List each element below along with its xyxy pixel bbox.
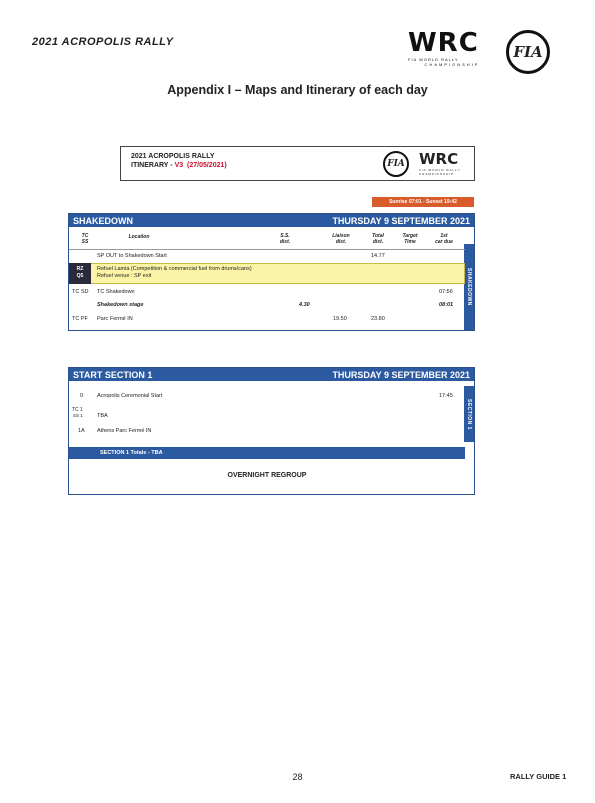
- row-total: 14.77: [371, 253, 385, 259]
- section-1-side-bar: [464, 386, 474, 442]
- col-liaison-dist: Liaison dist.: [332, 233, 350, 245]
- refuel-line-2: Refuel venue : SP exit: [97, 273, 152, 279]
- shakedown-side-bar: [464, 244, 474, 330]
- wrc-logo: [408, 30, 496, 74]
- row-tc: 0: [80, 393, 84, 399]
- itinerary-wrc-logo: WRC: [419, 150, 459, 168]
- row-location: TBA: [97, 413, 108, 419]
- refuel-line-1: Refuel Lamia (Competition & commercial fuel from drums/cans): [97, 266, 252, 272]
- col-target-time: Target Time: [402, 233, 418, 245]
- shakedown-side-label: SHAKEDOWN: [466, 268, 472, 306]
- refuel-zone-badge: RZ Q5: [69, 263, 91, 284]
- row-tc: 1A: [78, 428, 85, 434]
- section-1-side-label: SECTION 1: [466, 398, 472, 430]
- fia-logo: [506, 30, 550, 74]
- row-ss-dist: 4.30: [299, 302, 310, 308]
- row-tc: TC SD: [72, 289, 89, 295]
- row-time: 07:56: [439, 289, 453, 295]
- row-liaison: 19.50: [333, 316, 347, 322]
- shakedown-section: [68, 213, 475, 331]
- page-heading: Appendix I – Maps and Itinerary of each day: [167, 83, 428, 97]
- rally-title: 2021 ACROPOLIS RALLY: [32, 36, 174, 48]
- overnight-regroup: OVERNIGHT REGROUP: [227, 472, 307, 479]
- row-time: 17:45: [439, 393, 453, 399]
- section-1: [68, 367, 475, 495]
- row-time: 08:01: [439, 302, 454, 308]
- itinerary-header-box: [120, 146, 475, 181]
- row-location: TC Shakedown: [97, 289, 135, 295]
- row-total: 23.80: [371, 316, 385, 322]
- section-1-header: [69, 368, 474, 381]
- col-tc: TC SS: [81, 233, 89, 245]
- shakedown-header: [69, 214, 474, 227]
- row-location: Acropolis Ceremonial Start: [97, 393, 163, 399]
- row-ss: SS 1: [73, 413, 83, 418]
- section-1-title: START SECTION 1: [73, 369, 153, 380]
- rally-guide-label: RALLY GUIDE 1: [510, 772, 567, 781]
- col-location: Location: [128, 234, 150, 240]
- row-location: Athens Parc Fermé IN: [97, 428, 152, 434]
- itinerary-rally-name: 2021 ACROPOLIS RALLY: [131, 153, 215, 160]
- itinerary-wrc-subtitle: FIA WORLD RALLY CHAMPIONSHIP: [419, 168, 461, 176]
- itinerary-fia-logo: FIA: [383, 151, 409, 177]
- row-location: Shakedown stage: [97, 302, 144, 308]
- col-ss-dist: S.S. dist.: [279, 233, 291, 245]
- wrc-logo-word: WRC: [408, 28, 479, 58]
- page-number: 28: [292, 772, 303, 782]
- itinerary-version-line: [131, 162, 227, 169]
- col-total-dist: Total dist.: [372, 233, 384, 245]
- row-tc: TC PF: [72, 316, 88, 322]
- row-location: SP OUT to Shakedown Start: [97, 253, 167, 259]
- shakedown-title: SHAKEDOWN: [73, 215, 133, 226]
- wrc-logo-subtitle: FIA WORLD RALLY: [408, 57, 459, 62]
- col-first-car-due: 1st car due: [435, 233, 453, 245]
- divider: [69, 249, 465, 250]
- itinerary-label: ITINERARY -: [131, 162, 175, 169]
- itinerary-version: V3: [174, 162, 184, 169]
- row-tc: TC 1: [72, 407, 83, 413]
- wrc-logo-subtitle-2: CHAMPIONSHIP: [424, 62, 480, 67]
- fia-logo-text: FIA: [513, 43, 543, 61]
- itinerary-date: (27/05/2021): [187, 162, 227, 169]
- section-1-totals-bar: SECTION 1 Totals - TBA: [69, 447, 465, 459]
- shakedown-date: THURSDAY 9 SEPTEMBER 2021: [332, 215, 470, 226]
- section-1-date: THURSDAY 9 SEPTEMBER 2021: [332, 369, 470, 380]
- row-location: Parc Fermé IN: [97, 316, 133, 322]
- sunrise-sunset-badge: Sunrise 07:01 - Sunset 19:42: [372, 197, 474, 207]
